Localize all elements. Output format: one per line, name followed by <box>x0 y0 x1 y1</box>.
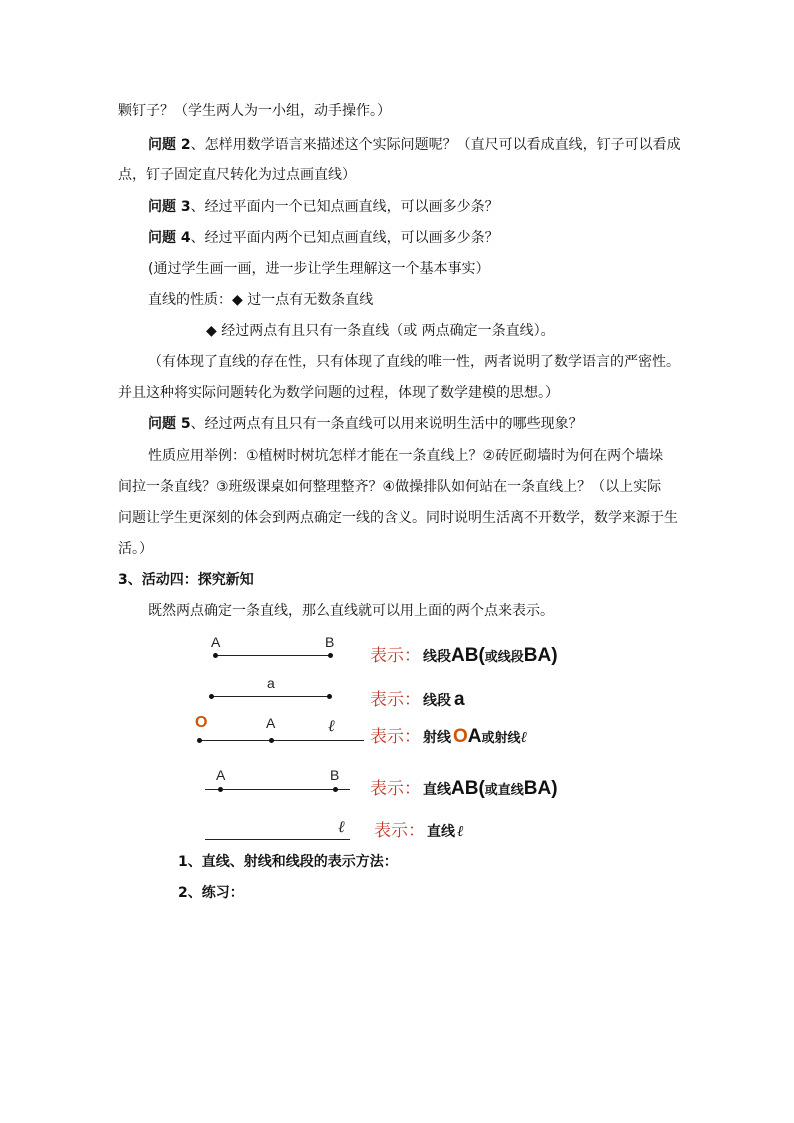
representation-4 <box>370 774 558 800</box>
represent-point-o: O <box>453 726 468 747</box>
represent-desc: 直线 <box>423 782 451 798</box>
represent-prefix: 表示： <box>374 821 425 841</box>
question-label: 问题 3 <box>148 199 191 215</box>
represent-line-l: ℓ <box>520 728 527 746</box>
note-line: 并且这种将实际问题转化为数学问题的过程，体现了数学建模的思想。） <box>118 385 559 401</box>
point-label: A <box>266 715 276 731</box>
question-5 <box>148 414 583 434</box>
question-text: 、经过平面内一个已知点画直线，可以画多少条？ <box>190 199 499 215</box>
representation-2 <box>370 685 465 711</box>
represent-mid: 或射线 <box>481 731 521 746</box>
point-label: B <box>325 634 335 650</box>
property-line-2: ◆ 经过两点有且只有一条直线（或 两点确定一条直线）。 <box>206 323 555 339</box>
represent-main: BA) <box>523 645 558 666</box>
represent-main: a <box>454 689 465 710</box>
represent-line-l: ℓ <box>457 822 464 840</box>
line-label: ℓ <box>338 817 345 836</box>
represent-prefix: 表示： <box>370 646 421 666</box>
question-text: 、经过两点有且只有一条直线可以用来说明生活中的哪些现象？ <box>190 416 583 432</box>
point-label: A <box>216 767 226 783</box>
point-b <box>328 653 333 658</box>
question-label: 问题 5 <box>148 416 191 432</box>
represent-desc: 线段 <box>423 693 451 709</box>
application-line: 活。） <box>118 541 153 557</box>
text-line: 点，钉子固定直尺转化为过点画直线） <box>118 167 356 183</box>
point-a <box>213 653 218 658</box>
represent-desc: 线段 <box>423 649 451 665</box>
list-item: 2、练习： <box>178 885 244 901</box>
text-line: 既然两点确定一条直线，那么直线就可以用上面的两个点来表示。 <box>148 603 554 619</box>
text-line: (通过学生画一画，进一步让学生理解这一个基本事实） <box>148 261 490 277</box>
segment-label: a <box>267 675 275 691</box>
point-o <box>197 738 202 743</box>
line-label: ℓ <box>328 716 335 735</box>
representation-5 <box>374 816 463 841</box>
endpoint <box>327 694 332 699</box>
question-label: 问题 4 <box>148 230 191 246</box>
point-label-o: O <box>195 714 208 731</box>
point-a <box>218 787 223 792</box>
point-label: A <box>211 634 221 650</box>
segment-ab <box>216 655 331 656</box>
represent-main: BA) <box>523 778 558 799</box>
application-line: 问题让学生更深刻的体会到两点确定一线的含义。同时说明生活离不开数学，数学来源于生 <box>118 510 678 526</box>
represent-main: A <box>467 726 482 747</box>
represent-mid: 或线段 <box>484 650 524 665</box>
represent-main: AB( <box>451 645 485 666</box>
ray-oa <box>200 740 364 741</box>
line-ab <box>205 789 350 790</box>
question-3 <box>148 197 499 217</box>
segment-a <box>212 696 330 697</box>
represent-prefix: 表示： <box>370 727 421 747</box>
point-label: B <box>330 767 340 783</box>
question-2 <box>148 135 681 155</box>
represent-desc: 直线 <box>427 824 455 840</box>
represent-desc: 射线 <box>423 730 451 746</box>
note-line: （有体现了直线的存在性，只有体现了直线的唯一性，两者说明了数学语言的严密性。 <box>148 354 680 370</box>
question-text: 、经过平面内两个已知点画直线，可以画多少条？ <box>190 230 499 246</box>
line-l <box>205 839 350 840</box>
representation-1 <box>370 641 558 667</box>
property-line-1: 直线的性质：◆ 过一点有无数条直线 <box>148 292 374 308</box>
section-heading: 3、活动四：探究新知 <box>118 572 254 588</box>
represent-mid: 或直线 <box>484 783 524 798</box>
text-line: 颗钉子？（学生两人为一小组，动手操作。） <box>118 103 391 119</box>
question-label: 问题 2 <box>148 137 191 153</box>
point-a <box>269 738 274 743</box>
point-b <box>333 787 338 792</box>
represent-prefix: 表示： <box>370 779 421 799</box>
application-line: 性质应用举例：①植树时树坑怎样才能在一条直线上？②砖匠砌墙时为何在两个墙垛 <box>148 448 664 464</box>
representation-3 <box>370 722 527 748</box>
represent-prefix: 表示： <box>370 690 421 710</box>
represent-main: AB( <box>451 778 485 799</box>
question-4 <box>148 228 499 248</box>
question-text: 、怎样用数学语言来描述这个实际问题呢？（直尺可以看成直线，钉子可以看成 <box>190 137 681 153</box>
application-line: 间拉一条直线？③班级课桌如何整理整齐？④做操排队如何站在一条直线上？（以上实际 <box>118 479 662 495</box>
endpoint <box>209 694 214 699</box>
list-item: 1、直线、射线和线段的表示方法： <box>178 854 398 870</box>
